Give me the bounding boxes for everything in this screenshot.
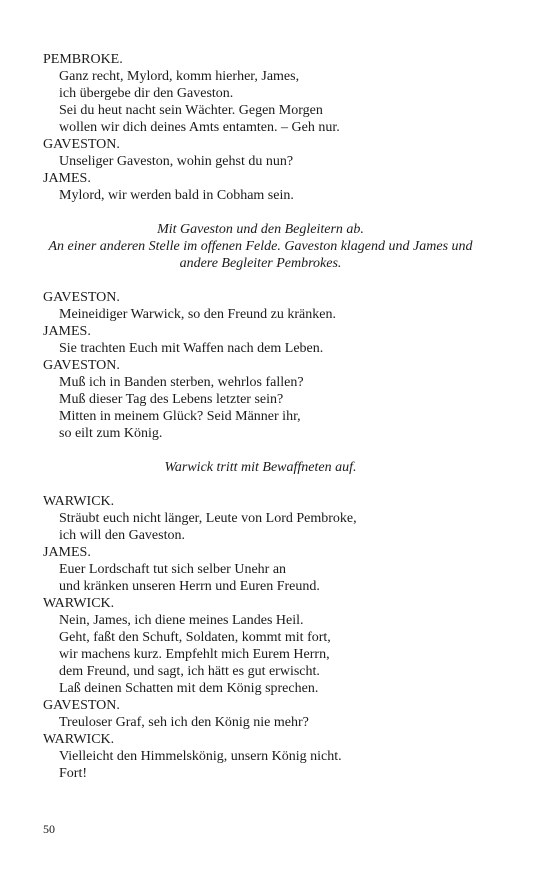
verse-line: Sträubt euch nicht länger, Leute von Lord Pembroke, bbox=[59, 511, 357, 526]
verse-line: so eilt zum König. bbox=[59, 426, 163, 441]
blank-line bbox=[43, 476, 513, 493]
verse-line: ich übergebe dir den Gaveston. bbox=[59, 86, 234, 101]
verse-line: wir machens kurz. Empfehlt mich Eurem Herrn, bbox=[59, 647, 330, 662]
page-number: 50 bbox=[43, 822, 55, 836]
blank-line bbox=[43, 272, 513, 289]
verse-line: Nein, James, ich diene meines Landes Heil. bbox=[59, 613, 304, 628]
speaker-name: WARWICK. bbox=[43, 596, 115, 611]
verse-line: und kränken unseren Herrn und Euren Freund. bbox=[59, 579, 320, 594]
speaker-name: JAMES. bbox=[43, 545, 91, 560]
verse-line: Mylord, wir werden bald in Cobham sein. bbox=[59, 188, 294, 203]
verse-line: Muß ich in Banden sterben, wehrlos fallen? bbox=[59, 375, 304, 390]
play-text bbox=[43, 51, 513, 782]
blank-line bbox=[43, 442, 513, 459]
stage-direction: Warwick tritt mit Bewaffneten auf. bbox=[164, 460, 357, 475]
verse-line: Meineidiger Warwick, so den Freund zu kränken. bbox=[59, 307, 336, 322]
stage-direction: Mit Gaveston und den Begleitern ab. bbox=[157, 222, 364, 237]
verse-line: Euer Lordschaft tut sich selber Unehr an bbox=[59, 562, 287, 577]
speaker-name: PEMBROKE. bbox=[43, 52, 123, 67]
speaker-name: GAVESTON. bbox=[43, 698, 120, 713]
verse-line: dem Freund, und sagt, ich hätt es gut erwischt. bbox=[59, 664, 320, 679]
verse-line: ich will den Gaveston. bbox=[59, 528, 185, 543]
stage-direction: An einer anderen Stelle im offenen Felde. Gaveston klagend und James und andere Begleiter Pembrokes. bbox=[48, 239, 473, 271]
verse-line: Laß deinen Schatten mit dem König sprechen. bbox=[59, 681, 319, 696]
verse-line: Vielleicht den Himmelskönig, unsern König nicht. bbox=[59, 749, 342, 764]
verse-line: Sei du heut nacht sein Wächter. Gegen Morgen bbox=[59, 103, 323, 118]
verse-line: Ganz recht, Mylord, komm hierher, James, bbox=[59, 69, 300, 84]
speaker-name: GAVESTON. bbox=[43, 137, 120, 152]
speaker-name: WARWICK. bbox=[43, 494, 115, 509]
verse-line: Muß dieser Tag des Lebens letzter sein? bbox=[59, 392, 284, 407]
speaker-name: WARWICK. bbox=[43, 732, 115, 747]
verse-line: Mitten in meinem Glück? Seid Männer ihr, bbox=[59, 409, 301, 424]
speaker-name: JAMES. bbox=[43, 324, 91, 339]
verse-line: Unseliger Gaveston, wohin gehst du nun? bbox=[59, 154, 294, 169]
speaker-name: GAVESTON. bbox=[43, 290, 120, 305]
verse-line: Treuloser Graf, seh ich den König nie mehr? bbox=[59, 715, 309, 730]
verse-line: wollen wir dich deines Amts entamten. – Geh nur. bbox=[59, 120, 340, 135]
verse-line: Sie trachten Euch mit Waffen nach dem Leben. bbox=[59, 341, 324, 356]
verse-line: Fort! bbox=[59, 766, 87, 781]
verse-line: Geht, faßt den Schuft, Soldaten, kommt mit fort, bbox=[59, 630, 331, 645]
speaker-name: JAMES. bbox=[43, 171, 91, 186]
speaker-name: GAVESTON. bbox=[43, 358, 120, 373]
blank-line bbox=[43, 204, 513, 221]
